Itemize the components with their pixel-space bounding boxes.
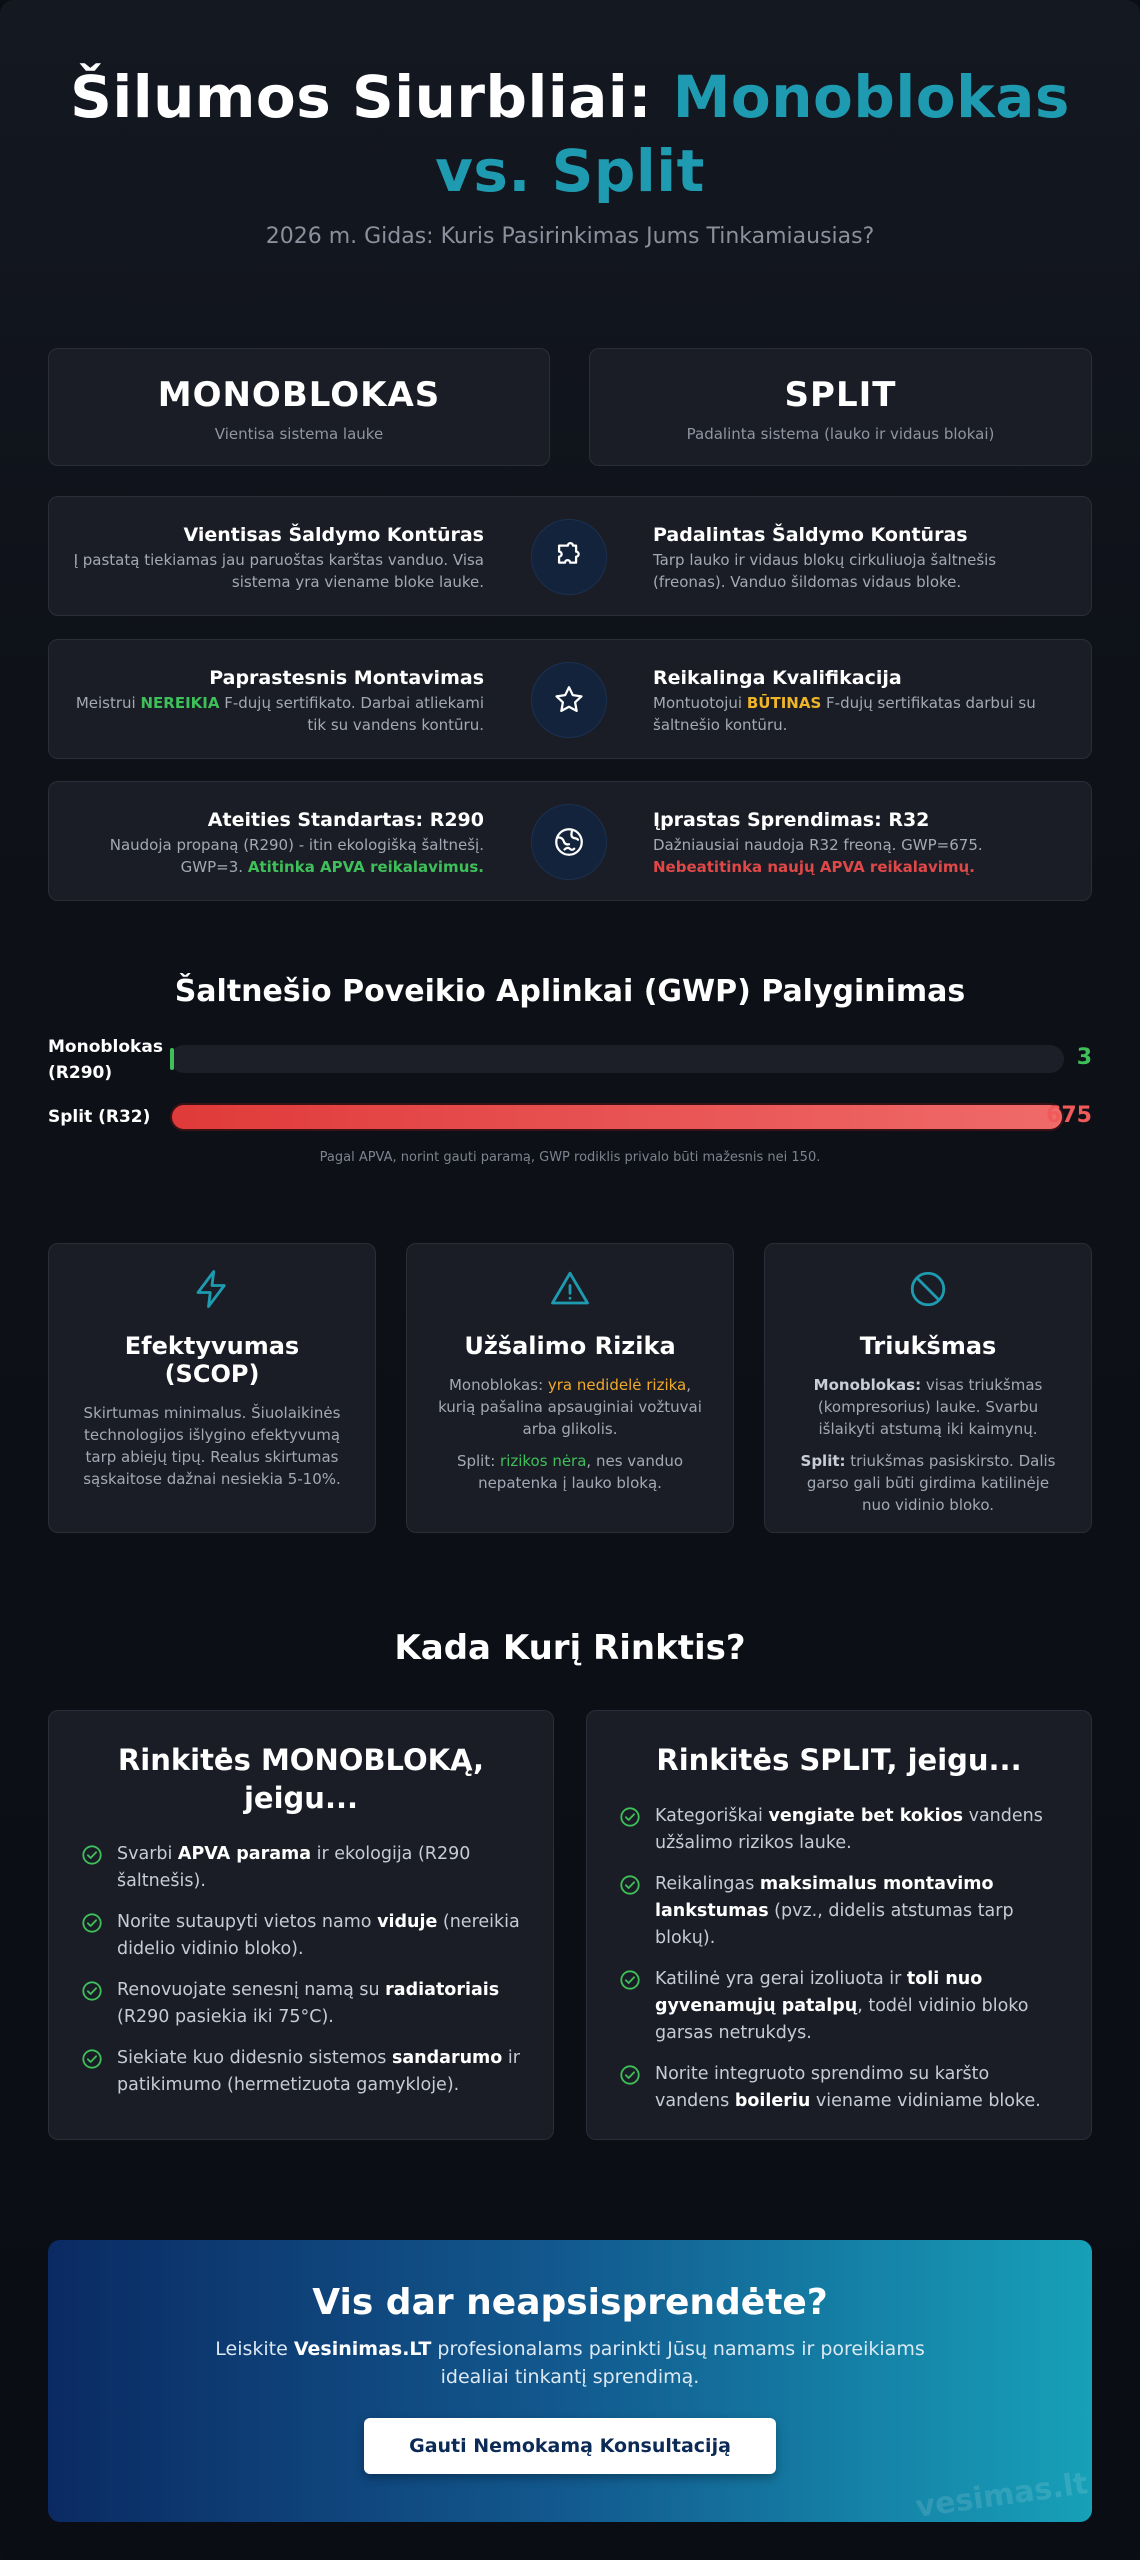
choose-list-item [619,1966,1059,2047]
item-text: vandens užšalimo rizikos lauke. [655,1806,1043,1853]
item-text: Svarbi [117,1844,178,1864]
highlight-not-required: NEREIKIA [140,694,220,712]
feature-desc: Skirtumas minimalus. Šiuolaikinės technologijos išlygino efektyvumą tarp abiejų tipų. Realus skirtumas sąskaitose dažnai nesiekia 5-10%. [83,1404,341,1488]
comparison-left-title: Vientisas Šaldymo Kontūras [183,524,484,546]
comparison-left-desc: Į pastatą tiekiamas jau paruoštas karštas vanduo. Visa sistema yra viename bloke lauke. [73,551,484,591]
gwp-track-split [170,1103,1064,1131]
feature-title: Užšalimo Rizika [464,1332,676,1360]
choose-list-item [619,1803,1059,1857]
choose-monoblock-card [48,1710,554,2140]
feature-title: Triukšmas [859,1332,997,1360]
desc-text: triukšmas pasiskirsto. Dalis garso gali būti girdima katilinėje nuo vidinio bloko. [806,1452,1056,1514]
split-header-card [589,348,1092,466]
comparison-right-desc [653,834,1073,878]
item-text: Siekiate kuo didesnio sistemos [117,2048,392,2068]
comparison-right-desc [653,692,1073,736]
comparison-right-title: Įprastas Sprendimas: R32 [653,809,930,831]
check-circle-icon [81,1912,103,1934]
choose-split-card [586,1710,1092,2140]
gwp-section-title: Šaltnešio Poveikio Aplinkai (GWP) Palyginimas [174,974,966,1009]
monoblock-header-title: MONOBLOKAS [157,375,441,415]
desc-text: Naudoja propaną (R290) - itin ekologišką šaltnešį. GWP=3. [109,836,484,876]
item-text: (nereikia didelio vidinio bloko). [117,1912,520,1959]
comparison-right [653,808,1073,878]
item-bold: maksimalus montavimo lankstumas [655,1874,994,1921]
feature-desc [791,1374,1065,1440]
comparison-row-circuit [48,496,1092,616]
feature-desc [791,1450,1065,1516]
watermark-logo: vesimas.lt [913,2466,1091,2525]
item-text: ir patikimumo (hermetizuota gamykloje). [117,2048,520,2095]
desc-text: , nes vanduo nepatenka į lauko bloką. [478,1452,684,1492]
feature-desc [433,1450,707,1494]
gwp-value-split: 675 [1046,1103,1092,1128]
page-subtitle: 2026 m. Gidas: Kuris Pasirinkimas Jums Tinkamiausias? [265,224,875,249]
item-text: viename vidiniame bloke. [810,2091,1041,2111]
comparison-left-desc [64,834,484,878]
gwp-row-split [48,1102,1092,1136]
cta-brand: Vesinimas.LT [293,2338,432,2360]
page-title [0,60,1140,208]
choose-split-list [619,1803,1059,2115]
title-main: Šilumos Siurbliai: [70,63,673,131]
item-text: , todėl vidinio bloko garsas netrukdys. [655,1996,1029,2043]
feature-card-efficiency [48,1243,376,1533]
split-header-title: SPLIT [784,375,897,415]
item-bold: sandarumo [391,2048,503,2068]
desc-bold: Monoblokas: [813,1376,922,1394]
feature-title: Efektyvumas (SCOP) [124,1332,300,1388]
comparison-right-desc: Tarp lauko ir vidaus blokų cirkuliuoja šaltnešis (freonas). Vanduo šildomas vidaus bloke. [653,551,997,591]
gwp-track-monoblock [170,1045,1064,1073]
desc-text: Monoblokas: [448,1376,548,1394]
comparison-left-title: Ateities Standartas: R290 [207,809,484,831]
comparison-right-title: Reikalinga Kvalifikacija [653,667,902,689]
lightning-icon [75,1266,349,1312]
item-text: Kategoriškai [655,1806,769,1826]
feature-card-freezing [406,1243,734,1533]
check-circle-icon [619,2064,641,2086]
choose-monoblock-heading: Rinkitės MONOBLOKĄ, jeigu... [117,1743,485,1815]
highlight-required: BŪTINAS [746,694,822,712]
item-bold: radiatoriais [385,1980,500,2000]
title-accent-split: vs. Split [435,137,705,205]
desc-text: F-dujų sertifikato. Darbai atliekami tik su vandens kontūru. [219,694,484,734]
desc-text: Leiskite [215,2338,294,2360]
bar-label-line: (R290) [48,1063,113,1083]
comparison-left-desc [64,692,484,736]
desc-text: , kurią pašalina apsauginiai vožtuvai arba glikolis. [438,1376,702,1438]
item-text: (pvz., didelis atstumas tarp blokų). [655,1901,1014,1948]
gwp-row-monoblock [48,1034,1092,1084]
choose-list-item [81,1841,521,1895]
no-sound-icon [791,1266,1065,1312]
comparison-row-installation [48,639,1092,759]
check-circle-icon [619,1969,641,1991]
highlight-small-risk: yra nedidelė rizika [547,1376,687,1394]
item-bold: APVA parama [177,1844,312,1864]
choose-monoblock-list [81,1841,521,2099]
desc-text: Meistrui [75,694,141,712]
check-circle-icon [81,1844,103,1866]
choose-split-heading: Rinkitės SPLIT, jeigu... [656,1743,1022,1777]
choose-section-title: Kada Kurį Rinktis? [394,1628,746,1668]
item-text: Reikalingas [655,1874,760,1894]
gwp-value-monoblock: 3 [1076,1045,1092,1070]
cta-desc [210,2335,930,2391]
check-circle-icon [81,2048,103,2070]
monoblock-header-subtitle: Vientisa sistema lauke [214,425,384,443]
item-text: Norite integruoto sprendimo su karšto vandens [655,2064,990,2111]
comparison-left [64,523,484,593]
choose-list-item [619,1871,1059,1952]
choose-list-item [81,1977,521,2031]
monoblock-header-card [48,348,550,466]
gwp-note: Pagal APVA, norint gauti paramą, GWP rodiklis privalo būti mažesnis nei 150. [319,1150,821,1165]
item-text: (R290 pasiekia iki 75°C). [117,2007,334,2027]
item-bold: boileriu [734,2091,811,2111]
highlight-compliant: Atitinka APVA reikalavimus. [247,858,484,876]
item-bold: vengiate bet kokios [768,1806,964,1826]
desc-text: Montuotojui [653,694,747,712]
split-header-subtitle: Padalinta sistema (lauko ir vidaus blokai) [686,425,995,443]
comparison-left-title: Paprastesnis Montavimas [209,667,484,689]
choose-list-item [619,2061,1059,2115]
item-text: Katilinė yra gerai izoliuota ir [655,1969,907,1989]
comparison-right [653,666,1073,736]
check-circle-icon [619,1806,641,1828]
desc-text: profesionalams parinkti Jūsų namams ir poreikiams idealiai tinkantį sprendimą. [431,2338,925,2388]
desc-bold: Split: [800,1452,846,1470]
choose-list-item [81,1909,521,1963]
comparison-left [64,808,484,878]
feature-card-noise [764,1243,1092,1533]
gwp-label-monoblock [48,1034,163,1086]
star-icon [531,662,607,738]
comparison-row-refrigerant [48,781,1092,901]
cta-title: Vis dar neapsisprendėte? [312,2282,828,2323]
comparison-left [64,666,484,736]
puzzle-icon [531,519,607,595]
highlight-non-compliant: Nebeatitinka naujų APVA reikalavimų. [653,858,975,876]
comparison-right [653,523,1073,593]
title-accent-mono: Monoblokas [672,63,1070,131]
item-text: Renovuojate senesnį namą su [117,1980,386,2000]
item-text: Norite sutaupyti vietos namo [117,1912,378,1932]
desc-text: Dažniausiai naudoja R32 freoną. GWP=675. [653,836,983,854]
comparison-right-title: Padalintas Šaldymo Kontūras [653,524,968,546]
cta-banner [48,2240,1092,2522]
feature-desc [433,1374,707,1440]
desc-text: Split: [456,1452,501,1470]
desc-text: visas triukšmas (kompresorius) lauke. Svarbu išlaikyti atstumą iki kaimynų. [817,1376,1043,1438]
item-text: ir ekologija (R290 šaltnešis). [117,1844,471,1891]
gwp-bar-split [170,1103,1064,1131]
consultation-button[interactable]: Gauti Nemokamą Konsultaciją [364,2418,776,2474]
item-bold: toli nuo gyvenamųjų patalpų [655,1969,983,2016]
gwp-bar-monoblock [170,1048,174,1070]
gwp-label-split: Split (R32) [48,1107,151,1127]
choose-list-item [81,2045,521,2099]
check-circle-icon [81,1980,103,2002]
warning-icon [433,1266,707,1312]
eco-globe-icon [531,804,607,880]
hero [0,60,1140,249]
bar-label-line: Monoblokas [48,1037,163,1057]
check-circle-icon [619,1874,641,1896]
highlight-no-risk: rizikos nėra [500,1452,587,1470]
desc-text: F-dujų sertifikatas darbui su šaltnešio kontūru. [653,694,1036,734]
item-bold: viduje [377,1912,438,1932]
